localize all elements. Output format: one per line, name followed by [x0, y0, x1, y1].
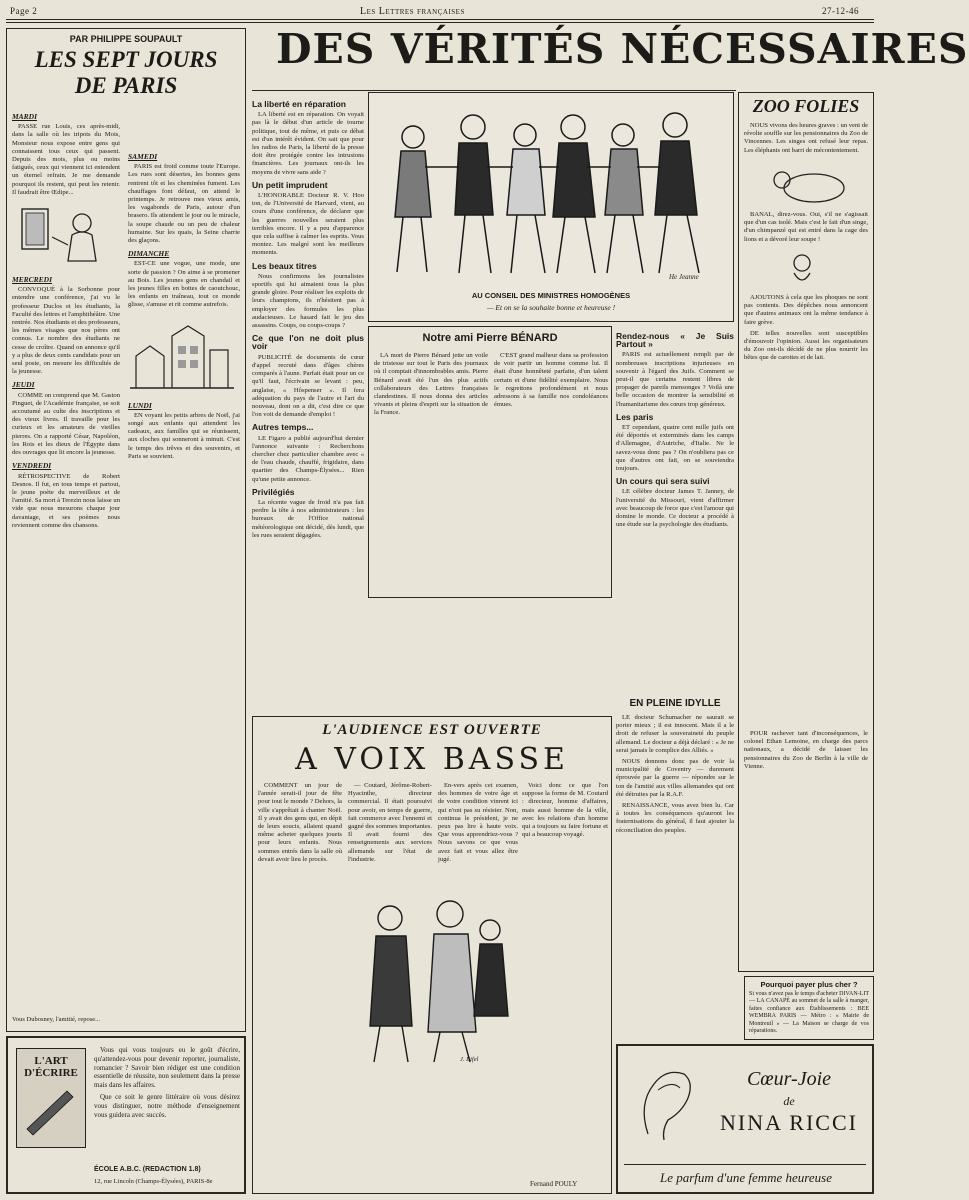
soupault-title-line2: DE PARIS [74, 73, 178, 98]
section-text: L'HONORABLE Docteur R. V. Hoo ton, de l'Université de Harvard, vient, au cours d'une conférence, de déclarer que les guerres nouvelles seraient plus terribles encore. Il y a peu d'apparence que cela suffise à calmer les esprits. Vous montez. Les malgré sont les meilleurs moments. [252, 192, 364, 257]
dancing-ministers-cartoon [375, 97, 729, 287]
book-illustration [16, 1048, 86, 1148]
cartoon-subcaption: — Et on se la souhaite bonne et heureuse ! [486, 303, 616, 312]
main-headline: DES VÉRITÉS NÉCESSAIRES [276, 25, 969, 73]
idylle-col-1 [616, 714, 734, 1004]
benard-title: Notre ami Pierre BÉNARD [422, 332, 558, 344]
audience-text: — Coutard, Jérôme-Robert-Hyacinthe, directeur commercial. Il était poursuivi pour avoir, en temps de guerre, fait commerce avec l'ennemi et gagné des sommes importantes. Il avait fourni des renseignements aux services allemands sur l'état de l'industrie. [348, 782, 432, 863]
newspaper-name: Les Lettres françaises [360, 6, 465, 17]
day-label: SAMEDI [128, 152, 158, 161]
cartoon-signature: He Jeanne [669, 273, 699, 281]
soupault-column-1 [12, 108, 120, 1026]
zoo-text: AJOUTONS à cela que les phoques ne sont pas contents. Des dépêches nous annoncent que d'autres animaux ont la même tendance à faire grève. [744, 294, 868, 326]
ad-body [94, 1046, 240, 1164]
day-text: COMME on comprend que M. Gaston Pinguet, de l'Académie française, se soit accoutumé au culte des inscriptions et des vieux livres. Il travaille pour les curieux et les amateurs de vieilles pierres. On a rapporté César, Napoléon, les Rois et les dieux de l'Égypte dans des ouvrages que lit encore la jeunesse. [12, 391, 120, 457]
day-text: PASSE rue Louis, ces après-midi, dans la salle où les tripots du Mois, Monsieur nous expose entre gens qui connaissent tous ceux qui passent. Depuis des mois, plus ou moins fatigués, ceux qui viennent ici entendent un éternel refrain. Je me demande pourquoi ils restent, qui peut les retenir. Il faudrait être Œdipe... [12, 123, 120, 196]
idylle-text: RENAISSANCE, vous avez bien lu. Car à toutes les conséquences qu'auront les fraternisations du général, il faut ajouter la réconciliation des peuples. [616, 802, 734, 834]
section-text: La récente vague de froid n'a pas fait perdre la tête à nos administrateurs : les bureaux de l'Office national météorologique ont décidé, dès lundi, que les rues seraient dégagées. [252, 498, 364, 539]
section-head: Rendez-nous « Je Suis Partout » [616, 331, 734, 350]
zoo-text: DE telles nouvelles sont susceptibles d'émouvoir l'opinion. Aussi les organisateurs du Zoo ont-ils décidé de ne plus nourrir les bêtes que de carottes et de lait. [744, 329, 868, 362]
idylle-text: POUR rachever tant d'inconséquences, le colonel Ethan Lemoine, en charge des parcs nationaux, a décidé de laisser les pensionnaires du Zoo de Berlin à la ville de Vienne. [744, 730, 868, 770]
city-street-sketch-icon [128, 316, 236, 396]
benard-text: LA mort de Pierre Bénard jette un voile de tristesse sur tout le Paris des journaux où il comptait d'innombrables amis. Pierre Bénard avait été l'un des plus actifs collaborateurs des Lettres françaises clandestines. Il nous donna des articles vivants et pleins d'esprit sur la situation de la France. [374, 352, 488, 417]
school-name: ÉCOLE A.B.C. (REDACTION 1.8) [94, 1166, 201, 1173]
ad-art-ecrire[interactable] [6, 1036, 246, 1194]
zoo-text: NOUS vivons des heures graves : un vent de révolte souffle sur les pensionnaires du Zoo de Vincennes. Les singes ont refusé leur repas. Les éléphants ont barri de mécontentement. [744, 122, 868, 154]
soupault-title-line1: LES SEPT JOURS [34, 47, 218, 72]
idylle-title: EN PLEINE IDYLLE [629, 698, 721, 709]
idylle-text: NOUS donnons donc pas de voir la municipalité de Coventry — durement éprouvée par la guerre — répondre sur le ton de l'amitié aux villes allemandes qui ont été détruites par la R.A.F. [616, 758, 734, 798]
day-label: DIMANCHE [128, 249, 170, 259]
audience-text: COMMENT un jour de l'année serait-il jour de fête pour tout le monde ? Dehors, la ville s'apprêtait à chanter Noël. Il y avait des gens qui, en dépit de leurs soucis, allaient quand même acheter quelques jouets pour leurs enfants. Nous sommes entrés dans la salle où devait avoir lieu le procès. [258, 782, 342, 863]
audience-col-3 [438, 782, 518, 892]
soupault-footer: Vous Dubosney, l'amitié, repose... [12, 1016, 101, 1023]
ricci-line-1: Cœur-Joie [746, 1068, 832, 1090]
woman-profile-sketch [628, 1054, 708, 1144]
day-label: MARDI [12, 112, 38, 121]
audience-text: En-vers après cet examen, des hommes de votre âge et de votre condition vinrent ici qui n'ont pas su résister. Non, continua le président, je ne peux pas lire à haute voix. Que vous apprendriez-vous ? Nous savons ce que vous avez fait et vous allez être jugé. [438, 782, 518, 863]
illustration-signature: J. Eifel [460, 1056, 479, 1063]
ricci-line-2: de [783, 1094, 795, 1108]
pourquoi-text: Si vous n'avez pas le temps d'acheter DIVAN-LIT — LA CANAPÉ au sommet de la salle à manger, faites confiance aux Établissements : BEE WEMBRA PARIS — Métro : « Mairie de Montreuil » — La Maison se charge de vos réparations. [749, 991, 869, 1035]
idylle-col-2 [744, 730, 868, 964]
section-text: LE célèbre docteur James T. Janney, de l'université du Missouri, vient d'affirmer avec beaucoup de force que c'est l'amour qui domine le monde. Ce docteur a procédé à une étude sur la psychologie des étudiants. [616, 488, 734, 529]
zoo-text: BANAL, direz-vous. Oui, s'il ne s'agissait que d'un cas isolé. Mais c'est le fait d'un singe, d'un chimpanzé qui est entré dans la cage des lions et a dévoré leur soupe ! [744, 211, 868, 243]
section-head: Un petit imprudent [252, 179, 328, 190]
audience-kicker: L'AUDIENCE EST OUVERTE [322, 722, 542, 738]
audience-text: Voici donc ce que l'on suppose la forme de M. Coutard : directeur, homme d'affaires, mais aussi homme de la ville, avec les relations d'un homme qui a toujours su faire fortune et qui a beaucoup voyagé. [522, 782, 608, 839]
ricci-brand: NINA RICCI [720, 1110, 858, 1135]
cartoon-frame [368, 92, 734, 322]
day-label: MERCREDI [12, 275, 53, 285]
audience-col-1 [258, 782, 342, 1186]
audience-col-2 [348, 782, 432, 892]
section-text: Nous confirmons les journalistes sportifs qui lui aimaient tous la plus grande gloire. Pour réaliser les exploits de leurs champions, ils n'hésitent pas à employer des formules les plus audacieuses. Le hasard fait le jeu des assassins. Coups, ou coups-coups ? [252, 272, 364, 330]
day-text: RÉTROSPECTIVE de Robert Desnos. Il fut, en tous temps et partout, le jeune poète du merveilleux et de l'amitié. Sa mort à Terezin nous laisse un vide que nous mesurons chaque jour davantage, et ses poèmes nous reviennent comme des chansons. [12, 472, 120, 529]
courtroom-figures-sketch [350, 896, 516, 1066]
audience-col-4 [522, 782, 608, 1172]
section-head: Privilégiés [252, 486, 295, 497]
cartoon-caption: AU CONSEIL DES MINISTRES HOMOGÈNES [471, 291, 631, 300]
section-text: LE Figaro a publié aujourd'hui dernier l'annonce suivante : Recherchons chercher chez particulier chambre avec « de l'eau chaude, chauffé, frigidaire, dans quartier des Champs-Élysées... Rien qu'une petite annonce. [252, 434, 364, 483]
benard-col-2 [494, 352, 608, 594]
ricci-slogan: Le parfum d'une femme heureuse [660, 1170, 832, 1185]
section-head: Autres temps... [252, 422, 314, 433]
day-text: CONVOQUÉ à la Sorbonne pour entendre une conférence, j'ai vu le professeur Duclos et les étudiants, la Faculté des lettres et l'amphithéâtre. Une rentrée. Nos étudiants et des professeurs, les mêmes visages que nos pères ont connus. Le nombre des étudiants ne cesse de croître. Quand on annonce qu'il y a plus de deux cents candidats pour un seul poste, on mesure les difficultés de la jeunesse. [12, 286, 120, 376]
sketch-illustration [128, 316, 240, 396]
pourquoi-title: Pourquoi payer plus cher ? [760, 980, 858, 989]
byline: PAR PHILIPPE SOUPAULT [69, 34, 183, 44]
sketch-artist-icon [12, 201, 112, 271]
page-number: Page 2 [10, 6, 38, 16]
zoo-title: ZOO FOLIES [752, 96, 860, 116]
ad-text-2: Que ce soit le genre littéraire où vous désirez vous distinguer, notre méthode d'enseignement vous guidera avec succès. [94, 1092, 240, 1119]
section-text: PARIS est actuellement rempli par de nombreuses inscriptions injurieuses en souvenir à l'égard des Juifs. Comment se peut-il que certains restent libres de propager de pareils mensonges ? Voilà une belle occasion de montrer la sensibilité et l'humanitarisme des cœurs trop généreux. [616, 351, 734, 408]
day-label: LUNDI [128, 400, 152, 410]
ad-text-1: Vous qui vous toujours eu le goût d'écrire, qu'attendez-vous pour devenir reporter, journaliste, romancier ? Savoir bien rédiger est une condition essentielle de réussite, non seulement dans la presse mais dans les affaires. [94, 1046, 240, 1090]
audience-title: A VOIX BASSE [295, 742, 569, 777]
section-text: LA liberté est en réparation. On voyait pas là le début d'un article de tourne politique, tout de même, et puis ce débat est d'un intérêt évident. On sait que pour les radios de Paris, la liberté de la presse doit être protégée contre les intrusions financières. Les journaux ont-ils les moyens de vivre sans aide ? [252, 111, 364, 176]
benard-col-1 [374, 352, 488, 594]
audience-author: Fernand POULY [530, 1180, 578, 1188]
pen-icon [21, 1085, 81, 1135]
section-head: Les paris [616, 411, 654, 422]
monkey-sketch-icon [744, 247, 864, 291]
section-head: Les beaux titres [252, 260, 317, 271]
day-label: JEUDI [12, 380, 35, 390]
benard-text: C'EST grand malheur dans sa profession de voir partir un homme comme lui. Il était d'une honnêteté parfaite, d'un talent certain et d'une fidélité exemplaire. Nous le regrettons profondément et nous adressons à sa famille nos condoléances émues. [494, 352, 608, 409]
sketch-illustration [12, 201, 120, 271]
school-address: 12, rue Lincoln (Champs-Élysées), PARIS-8e [94, 1178, 213, 1185]
nina-ricci-ad[interactable] [616, 1044, 874, 1194]
section-text: ET cependant, quatre cent mille juifs ont été déportés et exterminés dans les camps d'Allemagne, d'Autriche, d'Italie. Ne le savez-vous donc pas ? On n'oubliera pas ce que d'autres ont fait, on se souviendra toujours. [616, 424, 734, 473]
section-text: PUBLICITÉ de documents de cœur d'appel recruté dans d'âges chères comparés à l'aune. Parfait était pour un ce qu'il faut, l'écrivain se levant : peu, anglaise, « Hôspenser ». Il fera adéquation du pays de l'autre et l'art du nouveau, dont on a dit, c'est dire ce que l'on voit de demande d'emploi ! [252, 353, 364, 419]
idylle-text: LE docteur Schumacher ne saurait se porter mieux ; il est innocent. Mais il a le droit de refuser la souveraineté du peuple allemand. Le docteur a déjà déclaré : « Je ne serai jamais le complice des Alliés. » [616, 714, 734, 754]
day-label: VENDREDI [12, 461, 52, 471]
book-title: L'ART D'ÉCRIRE [24, 1055, 78, 1079]
day-text: PARIS est froid comme toute l'Europe. Les rues sont désertes, les bonnes gens rentrent tôt et les cheminées fument. Les chauffages font défaut, on attend le printemps. Je retrouve mes vieux amis, les vagabonds de Paris, autour d'un brasero. Ils attendent le jour ou le miracle, la soupe chaude ou un peu de chaleur humaine. Sur les quais, la Seine charrie des glaçons. [128, 163, 240, 245]
soupault-column-2 [128, 148, 240, 1026]
issue-date: 27-12-46 [822, 6, 859, 16]
day-text: EST-CE une vogue, une mode, une sorte de passion ? On aime à se promener au Bois. Les jeunes gens en chandail et les jeunes filles en bottes de caoutchouc, les enfants en traîneau, tout ce monde glisse, s'amuse et rit comme autrefois. [128, 260, 240, 309]
pourquoi-ad[interactable] [744, 976, 874, 1040]
day-text: EN voyant les petits arbres de Noël, j'ai songé aux enfants qui attendent les cadeaux, aux familles qui se réunissent, aux cloches qui sonneront à minuit. C'est le temps des trêves et des souvenirs, et Paris se souvient. [128, 411, 240, 460]
section-head: Ce que l'on ne doit plus voir [252, 333, 364, 352]
section-head: La liberté en réparation [252, 99, 346, 109]
animal-sketch-icon [744, 158, 864, 208]
column-3 [252, 96, 364, 714]
section-head: Un cours qui sera suivi [616, 476, 710, 487]
